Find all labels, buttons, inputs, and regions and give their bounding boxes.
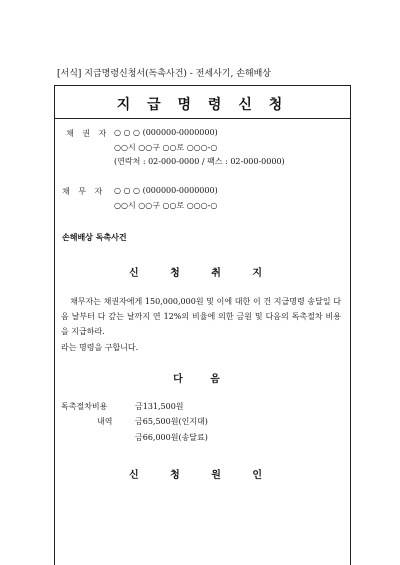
purpose-section — [61, 294, 341, 355]
creditor-label: 채 권 자 — [66, 129, 110, 138]
title-divider — [55, 118, 350, 119]
creditor-name: ○ ○ ○ (000000-0000000) — [114, 128, 218, 137]
creditor-address: ○○시 ○○구 ○○로 ○○○-○ — [114, 143, 218, 152]
purpose-heading: 신 청 취 지 — [128, 268, 277, 279]
costs-item: 금65,500원(인지대) — [135, 417, 208, 426]
document-frame — [54, 85, 351, 565]
costs-total: 금131,500원 — [135, 402, 184, 411]
costs-label: 독촉절차비용 — [61, 402, 108, 411]
purpose-paragraph: 채무자는 채권자에게 150,000,000원 및 이에 대한 이 건 지급명령 송달일 다음 날부터 다 갚는 날까지 연 12%의 비율에 의한 금원 및 다음의 독촉절차 비용을 지급하라. — [61, 297, 341, 336]
case-name: 손해배상 독촉사건 — [62, 232, 127, 242]
next-heading: 다 음 — [173, 374, 232, 385]
debtor-address: ○○시 ○○구 ○○로 ○○○-○ — [114, 201, 218, 210]
costs-breakdown-label: 내역 — [97, 417, 113, 426]
cause-heading: 신 청 원 인 — [128, 470, 277, 481]
document-title: 지 급 명 령 신 청 — [116, 97, 289, 113]
debtor-name: ○ ○ ○ (000000-0000000) — [114, 186, 218, 195]
form-caption: [서식] 지급명령신청서(독촉사건) - 전세사기, 손해배상 — [57, 69, 271, 79]
purpose-tail: 라는 명령을 구합니다. — [61, 343, 139, 352]
costs-item: 금66,000원(송달료) — [135, 433, 208, 442]
debtor-label: 채 무 자 — [62, 187, 106, 196]
creditor-contact: (연락처 : 02-000-0000 / 팩스 : 02-000-0000) — [114, 157, 285, 166]
